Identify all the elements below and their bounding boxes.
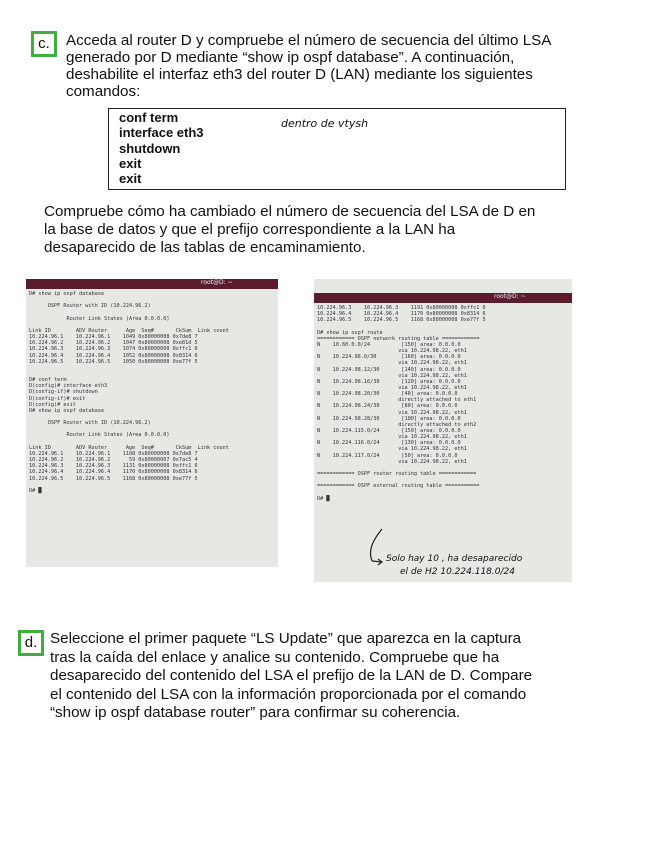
terminal-line: via 10.224.98.22, eth1 [317,446,467,453]
terminal-line: D# show ip ospf database [29,407,104,414]
terminal-line: Link ID ADV Router Age Seq# CkSum Link count [29,444,229,451]
terminal-screenshot-left [26,279,278,567]
terminal-line: OSPF Router with ID (10.224.96.2) [29,303,151,310]
handwritten-annotation-line1: Solo hay 10 , ha desaparecido [386,554,523,564]
section-d-label: d. [18,630,44,656]
section-d-text [50,630,623,723]
terminal-line: 10.224.96.5 10.224.96.5 1050 0x80000008 0xe77f 5 [29,358,198,365]
terminal-line: D(config)# exit [29,401,76,408]
terminal-line: D(config-if)# shutdown [29,389,98,396]
terminal-line: Link ID ADV Router Age Seq# CkSum Link count [29,327,229,334]
terminal-line: 10.224.96.3 10.224.96.3 1131 0x80000008 0xffc1 6 [29,463,198,470]
command-line: shutdown [119,141,181,156]
terminal-title: root@D: ~ [494,293,526,300]
command-line: exit [119,171,142,186]
section-d-line: tras la caída del enlace y analice su contenido. Compruebe que ha [50,648,500,666]
command-line: exit [119,156,142,171]
section-d-line: el contenido del LSA con la información proporcionada por el comando [50,685,527,703]
followup-line: la base de datos y que el prefijo correspondiente a la LAN ha [44,221,456,238]
terminal-line: directly attached to eth1 [317,397,477,404]
terminal-line: D(config-if)# exit [29,395,86,402]
terminal-line: Router Link States (Area 0.0.0.0) [29,315,170,322]
section-d-line: Seleccione el primer paquete “LS Update” que aparezca en la captura [50,630,522,647]
terminal-line: ============ OSPF network routing table ============ [317,335,480,342]
handwritten-annotation-line2: el de H2 10.224.118.0/24 [400,567,515,577]
terminal-line: N 10.224.98.20/30 [40] area: 0.0.0.0 [317,391,458,398]
section-c-followup [44,203,586,257]
terminal-line: D# show ip ospf database [29,291,104,297]
terminal-title: root@D: ~ [201,279,233,286]
terminal-line: 10.224.96.5 10.224.96.5 1168 0x80000008 0xe77f 5 [317,317,486,324]
terminal-line: 10.224.96.3 10.224.96.3 1074 0x80000008 0xffc1 6 [29,346,198,353]
terminal-line: via 10.224.98.22, eth1 [317,458,467,465]
section-c-text [66,32,586,100]
terminal-line: 10.224.96.2 10.224.96.2 59 0x80000007 0x7ac5 4 [29,457,198,464]
command-box [108,108,566,190]
section-c-label: c. [31,31,57,57]
terminal-line: N 10.224.98.24/30 [80] area: 0.0.0.0 [317,403,458,410]
terminal-line: N 10.224.116.0/24 [130] area: 0.0.0.0 [317,440,461,447]
terminal-line: via 10.224.98.22, eth1 [317,434,467,441]
terminal-line: D# conf term [29,377,67,384]
section-d-line: “show ip ospf database router” para confirmar su coherencia. [50,704,461,721]
handwritten-note: dentro de vtysh [281,117,369,130]
terminal-line: Router Link States (Area 0.0.0.0) [29,432,170,439]
terminal-line: D(config)# interface eth3 [29,383,108,390]
terminal-line: N 10.224.98.16/30 [120] area: 0.0.0.0 [317,378,461,385]
terminal-line: ============ OSPF router routing table ============ [317,471,477,478]
terminal-line: via 10.224.98.22, eth1 [317,384,467,391]
terminal-line: N 10.224.98.28/30 [100] area: 0.0.0.0 [317,415,461,422]
command-line: interface eth3 [119,125,204,140]
terminal-line: ============ OSPF external routing table =========== [317,483,480,490]
terminal-line: via 10.224.98.22, eth1 [317,360,467,367]
terminal-titlebar [26,279,278,289]
terminal-line: N 10.60.0.0/24 [150] area: 0.0.0.0 [317,341,461,348]
terminal-line: 10.224.96.4 10.224.96.4 1052 0x80000008 0x8314 6 [29,352,198,359]
terminal-line: N 10.224.117.0/24 [50] area: 0.0.0.0 [317,452,458,459]
terminal-line: D# █ [29,487,42,494]
terminal-line: OSPF Router with ID (10.224.96.2) [29,420,151,427]
terminal-line: 10.224.96.2 10.224.96.2 1047 0x80000008 0xe81d 5 [29,340,198,347]
section-d-line: desaparecido del contenido del LSA el prefijo de la LAN de D. Compare [50,667,533,684]
handwritten-arrow [314,279,572,582]
section-c-line: Acceda al router D y compruebe el número de secuencia del último LSA [66,32,552,49]
terminal-line: via 10.224.98.22, eth1 [317,409,467,416]
terminal-line: 10.224.96.3 10.224.96.3 1191 0x80000008 0xffc1 6 [317,305,486,311]
terminal-line: directly attached to eth2 [317,421,477,428]
terminal-line: via 10.224.98.22, eth1 [317,372,467,379]
terminal-line: N 10.224.98.0/30 [160] area: 0.0.0.0 [317,354,461,361]
terminal-line: D# show ip ospf route [317,329,383,336]
terminal-screenshot-right [314,279,572,582]
terminal-line: 10.224.96.4 10.224.96.4 1170 0x80000008 0x8314 6 [29,469,198,476]
terminal-line: 10.224.96.1 10.224.96.1 1049 0x80000008 0x7de8 7 [29,334,198,341]
terminal-line: D# █ [317,495,330,502]
terminal-line: 10.224.96.1 10.224.96.1 1108 0x80000008 0x7de8 7 [29,450,198,457]
terminal-line: N 10.224.98.12/30 [140] area: 0.0.0.0 [317,366,461,373]
section-c-line: deshabilite el interfaz eth3 del router D (LAN) mediante los siguientes [66,66,533,83]
followup-line: Compruebe cómo ha cambiado el número de secuencia del LSA de D en [44,203,536,220]
terminal-line: via 10.224.98.22, eth1 [317,348,467,355]
section-c-line: comandos: [66,83,141,100]
terminal-line: 10.224.96.4 10.224.96.4 1170 0x80000008 0x8314 6 [317,311,486,318]
command-line: conf term [119,110,179,125]
section-c-line: generado por D mediante “show ip ospf database”. A continuación, [66,49,515,66]
terminal-line: 10.224.96.5 10.224.96.5 1168 0x80000008 0xe77f 5 [29,475,198,482]
followup-line: desaparecido de las tablas de encaminamiento. [44,239,366,256]
terminal-line: N 10.224.115.0/24 [150] area: 0.0.0.0 [317,428,461,434]
